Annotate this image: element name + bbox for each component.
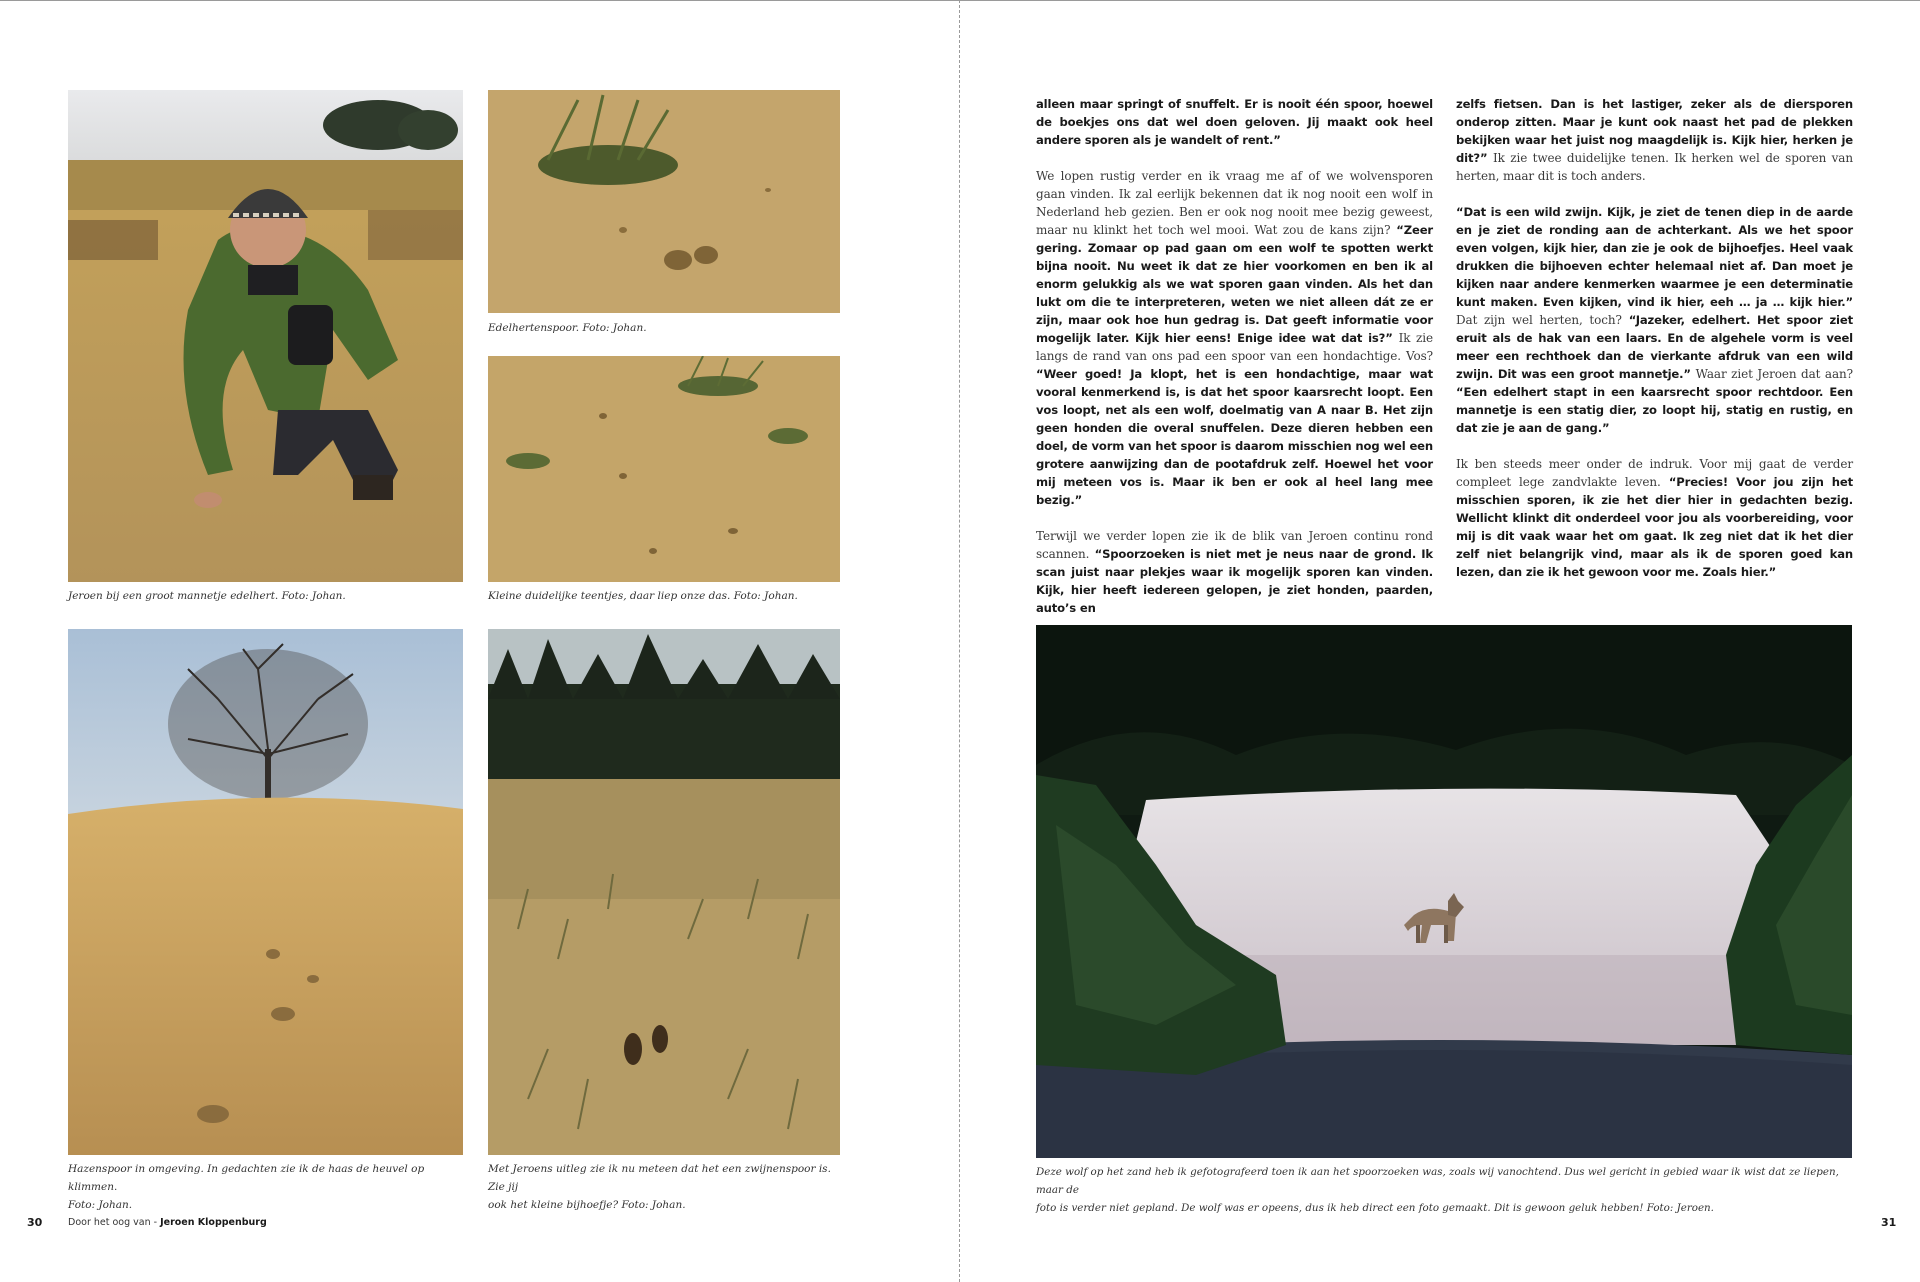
caption-man: Jeroen bij een groot mannetje edelhert. Foto: Johan. [68, 590, 346, 602]
page-number-right: 31 [1881, 1216, 1897, 1229]
page-number-left: 30 [27, 1216, 43, 1229]
photo-hare-track [68, 629, 463, 1155]
page-fold-line [959, 0, 960, 1282]
top-rule [0, 0, 1920, 1]
paragraph: zelfs fietsen. Dan is het lastiger, zeker als de diersporen onderop zitten. Maar je kunt ook naast het pad de plekken bekijken waar het juist nog maagdelijk is. Kijk hier, herken je dit?” Ik zie twee duidelijke tenen. Ik herken wel de sporen van herten, maar dit is toch anders. [1456, 97, 1853, 183]
paragraph: We lopen rustig verder en ik vraag me af of we wolvensporen gaan vinden. Ik zal eerlijk bekennen dat ik nog nooit een wolf in Nederland heb gezien. Ben er ook nog nooit mee bezig geweest, maar nu klinkt het toch wel mooi. Wat zou de kans zijn? “Zeer gering. Zomaar op pad gaan om een wolf te spotten werkt bijna nooit. Nu weet ik dat ze hier voorkomen en ben ik al enorm gelukkig als we wat sporen gaan vinden. Als het dan lukt om die te interpreteren, weten we niet alleen dát ze er zijn, maar ook hoe hun gedrag is. Dat geeft informatie voor mogelijk later. Kijk hier eens! Enige idee wat dat is?” Ik zie langs de rand van ons pad een spoor van een hondachtige. Vos? “Weer goed! Ja klopt, het is een hondachtige, maar wat vooral kenmerkend is, is dat het spoor kaarsrecht loopt. Een vos loopt, net als een wolf, doelmatig van A naar B. Het zijn geen honden die overal snuffelen. Deze dieren hebben een doel, de vorm van het spoor is daarom misschien nog wel een grotere aanwijzing dan de pootafdruk zelf. Hoewel het voor mij meteen vos is. Maar ik ben er ook al heel lang mee bezig.” [1036, 169, 1433, 507]
paragraph: Ik ben steeds meer onder de indruk. Voor mij gaat de verder compleet lege zandvlakte leven. “Precies! Voor jou zijn het misschien sporen, ik zie het dier hier in gedachten bezig. Wellicht klinkt dit onderdeel voor jou als voorbereiding, voor mij is dit vaak waar het om gaat. Ik zeg niet dat ik het dier zelf niet belangrijk vind, maar als ik de sporen goed kan lezen, dan zie ik het gewoon voor me. Zoals hier.” [1456, 457, 1853, 579]
caption-boar-track: Met Jeroens uitleg zie ik nu meteen dat het een zwijnenspoor is. Zie jij ook het kleine bijhoefje? Foto: Johan. [488, 1163, 831, 1211]
caption-wolf: Deze wolf op het zand heb ik gefotografeerd toen ik aan het spoorzoeken was, zoals wij vanochtend. Dus wel gericht in gebied waar ik wist dat ze liepen, maar de foto is verder niet gepland. De wolf was er opeens, dus ik heb direct een foto gemaakt. Dit is gewoon geluk hebben! Foto: Jeroen. [1036, 1166, 1839, 1214]
photo-badger-track [488, 356, 840, 582]
paragraph: Terwijl we verder lopen zie ik de blik van Jeroen continu rond scannen. “Spoorzoeken is niet met je neus naar de grond. Ik scan juist naar plekjes waar ik mogelijk sporen kan vinden. Kijk, hier heeft iedereen gelopen, je ziet honden, paarden, auto’s en [1036, 529, 1433, 615]
caption-deer-track: Edelhertenspoor. Foto: Johan. [488, 322, 647, 334]
paragraph: “Dat is een wild zwijn. Kijk, je ziet de tenen diep in de aarde en je ziet de ronding aan de achterkant. Als we het spoor even volgen, kijk hier, dan zie je ook de bijhoefjes. Heel vaak drukken die bijhoeven echter helemaal niet af. Dan moet je kijken naar andere kenmerken waarmee je een determinatie kunt maken. Even kijken, vind ik hier, eeh … ja … kijk hier.” Dat zijn wel herten, toch? “Jazeker, edelhert. Het spoor ziet eruit als de hak van een laars. En de algehele vorm is veel meer een rechthoek dan de vierkante afdruk van een wild zwijn. Dit was een groot mannetje.” Waar ziet Jeroen dat aan? “Een edelhert stapt in een kaarsrecht spoor rechtdoor. Een mannetje is een statig dier, zo loopt hij, statig en rustig, en dat zie je aan de gang.” [1456, 205, 1853, 435]
article-column-2 [1456, 95, 1853, 581]
photo-man-kneeling [68, 90, 463, 582]
paragraph: alleen maar springt of snuffelt. Er is nooit één spoor, hoewel de boekjes ons dat wel doen geloven. Jij maakt ook heel andere sporen als je wandelt of rent.” [1036, 97, 1433, 147]
photo-deer-track [488, 90, 840, 313]
caption-hare-track: Hazenspoor in omgeving. In gedachten zie ik de haas de heuvel op klimmen. Foto: Johan. [68, 1163, 425, 1211]
photo-wolf [1036, 625, 1852, 1158]
caption-badger-track: Kleine duidelijke teentjes, daar liep onze das. Foto: Johan. [488, 590, 798, 602]
article-column-1 [1036, 95, 1433, 617]
photo-boar-track [488, 629, 840, 1155]
running-footer: Door het oog van - Jeroen Kloppenburg [68, 1217, 267, 1228]
